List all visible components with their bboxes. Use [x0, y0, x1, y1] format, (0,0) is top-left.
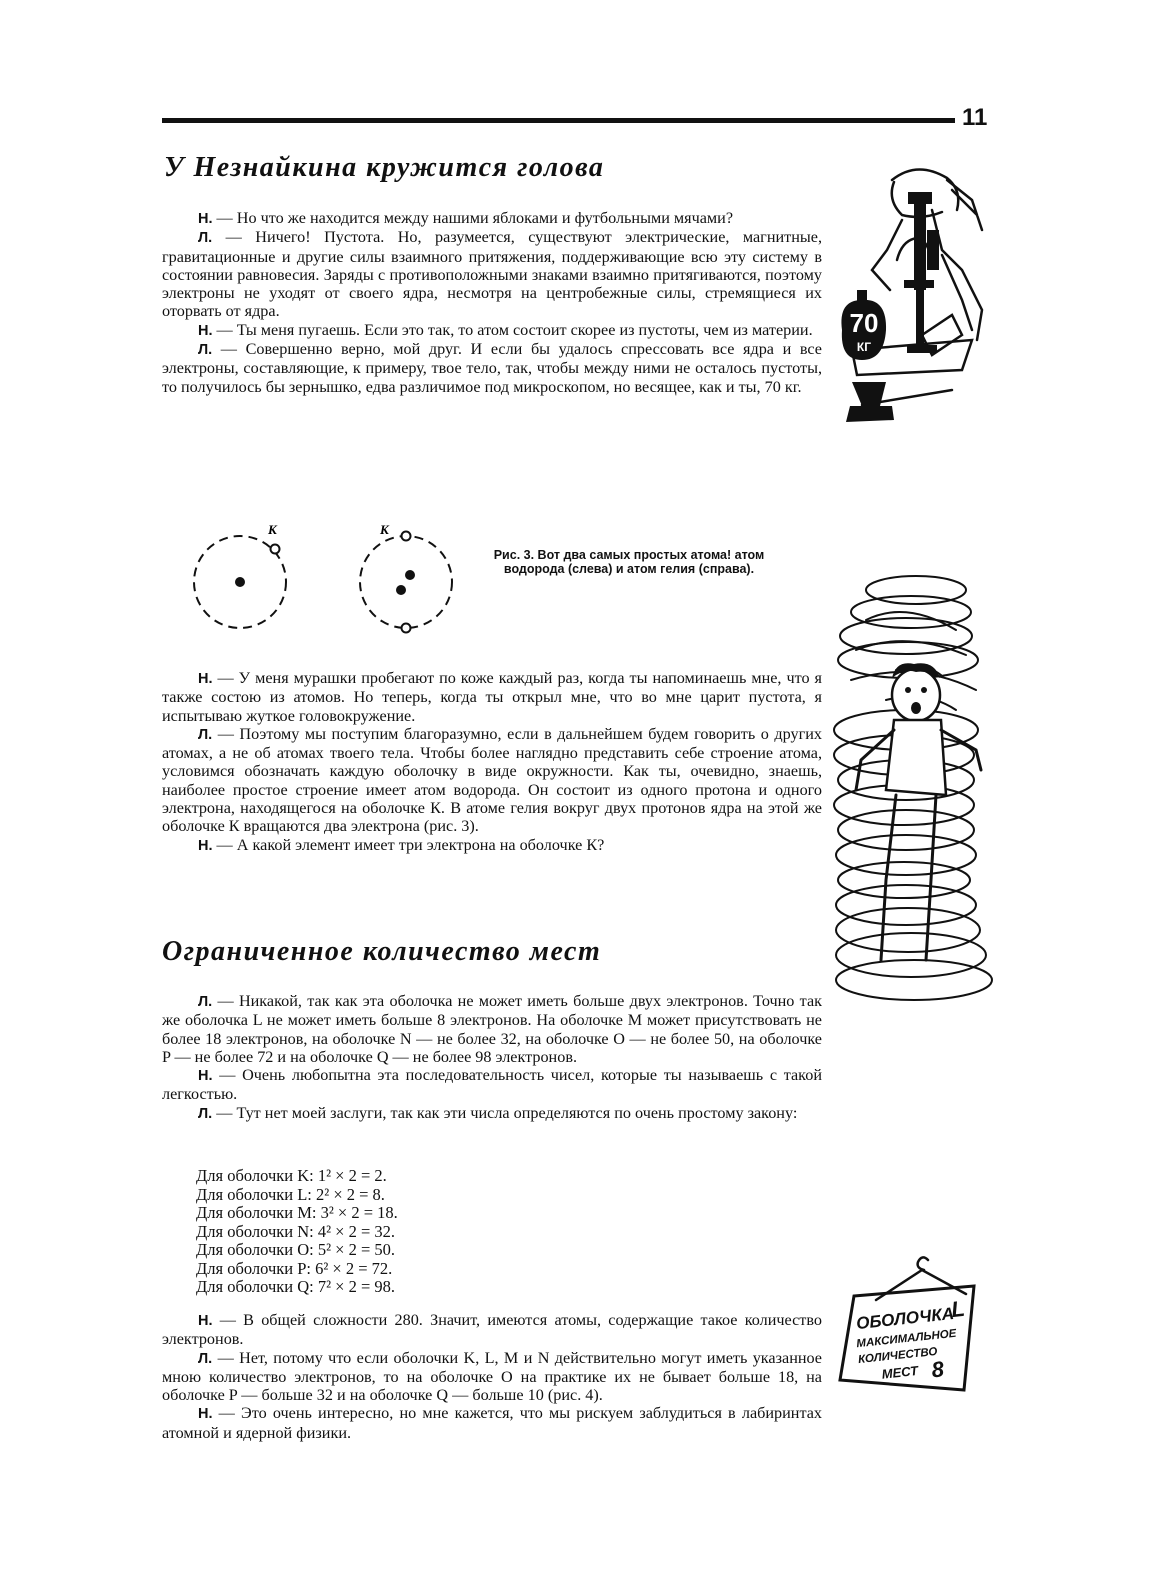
scientist-microscope-illustration	[832, 160, 992, 440]
figure-3-atoms	[180, 516, 470, 646]
paragraph	[162, 992, 822, 1066]
page-number: 11	[962, 104, 988, 131]
sign-line-3: КОЛИЧЕСТВО	[857, 1345, 938, 1367]
sign-line-2: МАКСИМАЛЬНОЕ	[855, 1327, 957, 1351]
formula-line: Для оболочки L: 2² × 2 = 8.	[196, 1184, 385, 1204]
paragraph	[162, 209, 822, 228]
dialogue-block-1	[162, 209, 822, 396]
formula-line: Для оболочки M: 3² × 2 = 18.	[196, 1203, 398, 1222]
paragraph	[162, 1104, 822, 1123]
helium-electron-1	[402, 532, 411, 541]
dialogue-block-2	[162, 669, 822, 855]
speaker-label: Н.	[198, 837, 213, 854]
speaker-label: Л.	[198, 1350, 213, 1367]
paragraph	[162, 1349, 822, 1405]
spinning-boy-illustration	[826, 560, 996, 1020]
paragraph-text: — Тут нет моей заслуги, так как эти числа определяются по очень простому закону:	[212, 1103, 798, 1122]
paragraph	[162, 669, 822, 725]
speaker-label: Н.	[198, 1068, 213, 1085]
weight-value: 70	[849, 308, 879, 338]
weight-unit: КГ	[856, 340, 872, 354]
hydrogen-electron	[271, 545, 280, 554]
paragraph-text: — Очень любопытна эта последовательность чисел, которые ты называешь с такой легкостью.	[162, 1066, 822, 1104]
helium-electron-2	[402, 624, 411, 633]
paragraph-text: — У меня мурашки пробегают по коже каждый раз, когда ты напоминаешь мне, что я также состою из атомов. Но теперь, когда ты открыл мне, что во мне царит пустота, я испытываю жуткое головокружение.	[162, 669, 822, 725]
paragraph	[162, 340, 822, 396]
paragraph	[162, 1066, 822, 1104]
helium-proton-2	[396, 585, 406, 595]
paragraph-text: — Нет, потому что если оболочки K, L, M и N действительно могут иметь указанное мною количество электронов, то на оболочке O на практике их не бывает больше 18, на оболочке P — больше 32 и на оболочке Q — больше 10 (рис. 4).	[162, 1348, 822, 1405]
paragraph-text: — Но что же находится между нашими яблоками и футбольными мячами?	[212, 209, 734, 227]
shell-label-k-left: К	[268, 522, 277, 537]
paragraph	[162, 321, 822, 340]
formula-line: Для оболочки Q: 7² × 2 = 98.	[196, 1277, 396, 1296]
shell-capacity-formulas	[196, 1167, 398, 1297]
speaker-label: Л.	[198, 342, 213, 359]
speaker-label: Н.	[198, 211, 213, 227]
helium-shell	[360, 536, 452, 628]
dialogue-block-3	[162, 992, 822, 1123]
header-rule	[162, 118, 955, 123]
paragraph-text: — В общей сложности 280. Значит, имеются атомы, содержащие такое количество электронов.	[162, 1311, 822, 1349]
speaker-label: Н.	[198, 1313, 213, 1329]
paragraph	[162, 836, 822, 855]
speaker-label: Л.	[198, 994, 213, 1010]
speaker-label: Л.	[198, 1105, 213, 1122]
dialogue-block-4	[162, 1311, 822, 1442]
formula-line: Для оболочки O: 5² × 2 = 50.	[196, 1240, 396, 1259]
speaker-label: Л.	[198, 726, 213, 743]
paragraph-text: — Ты меня пугаешь. Если это так, то атом состоит скорее из пустоты, чем из материи.	[212, 320, 813, 339]
paragraph	[162, 228, 822, 320]
speaker-label: Н.	[198, 1406, 213, 1423]
paragraph-text: — Никакой, так как эта оболочка не может иметь больше двух электронов. Точно так же оболочка L не может иметь больше 8 электронов. На оболочке M может присутствовать не более 18 электронов, на оболочке N — не более 32, на оболочке O — не более 50, на оболочке P — не более 72 и на оболочке Q — не более 98 электронов.	[162, 992, 822, 1066]
paragraph-text: — А какой элемент имеет три электрона на оболочке К?	[212, 835, 605, 854]
paragraph	[162, 1311, 822, 1349]
sign-max-number: 8	[930, 1356, 946, 1383]
formula-line: Для оболочки K: 1² × 2 = 2.	[196, 1166, 387, 1185]
speaker-label: Н.	[198, 671, 213, 687]
sign-line-1: ОБОЛОЧКА	[855, 1303, 955, 1334]
formula-line: Для оболочки P: 6² × 2 = 72.	[196, 1258, 393, 1278]
hydrogen-nucleus	[235, 577, 245, 587]
speaker-label: Н.	[198, 322, 213, 339]
paragraph-text: — Это очень интересно, но мне кажется, что мы рискуем заблудиться в лабиринтах атомной и ядерной физики.	[162, 1404, 822, 1442]
paragraph-text: — Совершенно верно, мой друг. И если бы удалось спрессовать все ядра и все электроны, составляющие, к примеру, твое тело, так, чтобы между ними не осталось пустоты, то получилось бы зернышко, едва различимое под микроскопом, но весящее, как и ты, 70 кг.	[162, 340, 822, 396]
figure-3-caption: Рис. 3. Вот два самых простых атома! атом водорода (слева) и атом гелия (справа).	[493, 548, 765, 576]
paragraph	[162, 1404, 822, 1442]
sign-line-4: МЕСТ	[880, 1362, 919, 1382]
sign-shell-letter: L	[950, 1295, 967, 1323]
speaker-label: Л.	[198, 230, 213, 247]
section-title-2: Ограниченное количество мест	[162, 936, 602, 967]
paragraph	[162, 725, 822, 836]
shell-l-sign-illustration	[836, 1252, 986, 1402]
shell-label-k-right: К	[380, 522, 389, 537]
formula-line: Для оболочки N: 4² × 2 = 32.	[196, 1221, 396, 1241]
paragraph-text: — Ничего! Пустота. Но, разумеется, существуют электрические, магнитные, гравитационные и другие силы взаимного притяжения, поддерживающие всю эту систему в состоянии равновесия. Заряды с противоположными знаками взаимно притягиваются, поэтому электроны не уходят от своего ядра, несмотря на центробежные силы, стремящиеся их оторвать от ядра.	[162, 228, 822, 321]
section-title-1: У Незнайкина кружится голова	[164, 152, 605, 183]
paragraph-text: — Поэтому мы поступим благоразумно, если в дальнейшем будем говорить о других атомах, а не об атомах твоего тела. Чтобы более наглядно представить себе строение атома, условимся обозначать каждую оболочку в виде окружности. Как ты, очевидно, знаешь, наиболее простое строение имеет атом водорода. Он состоит из одного протона и одного электрона, находящегося на оболочке К. В атоме гелия вокруг двух протонов ядра на этой же оболочке К вращаются два электрона (рис. 3).	[162, 724, 822, 836]
helium-proton-1	[405, 570, 415, 580]
